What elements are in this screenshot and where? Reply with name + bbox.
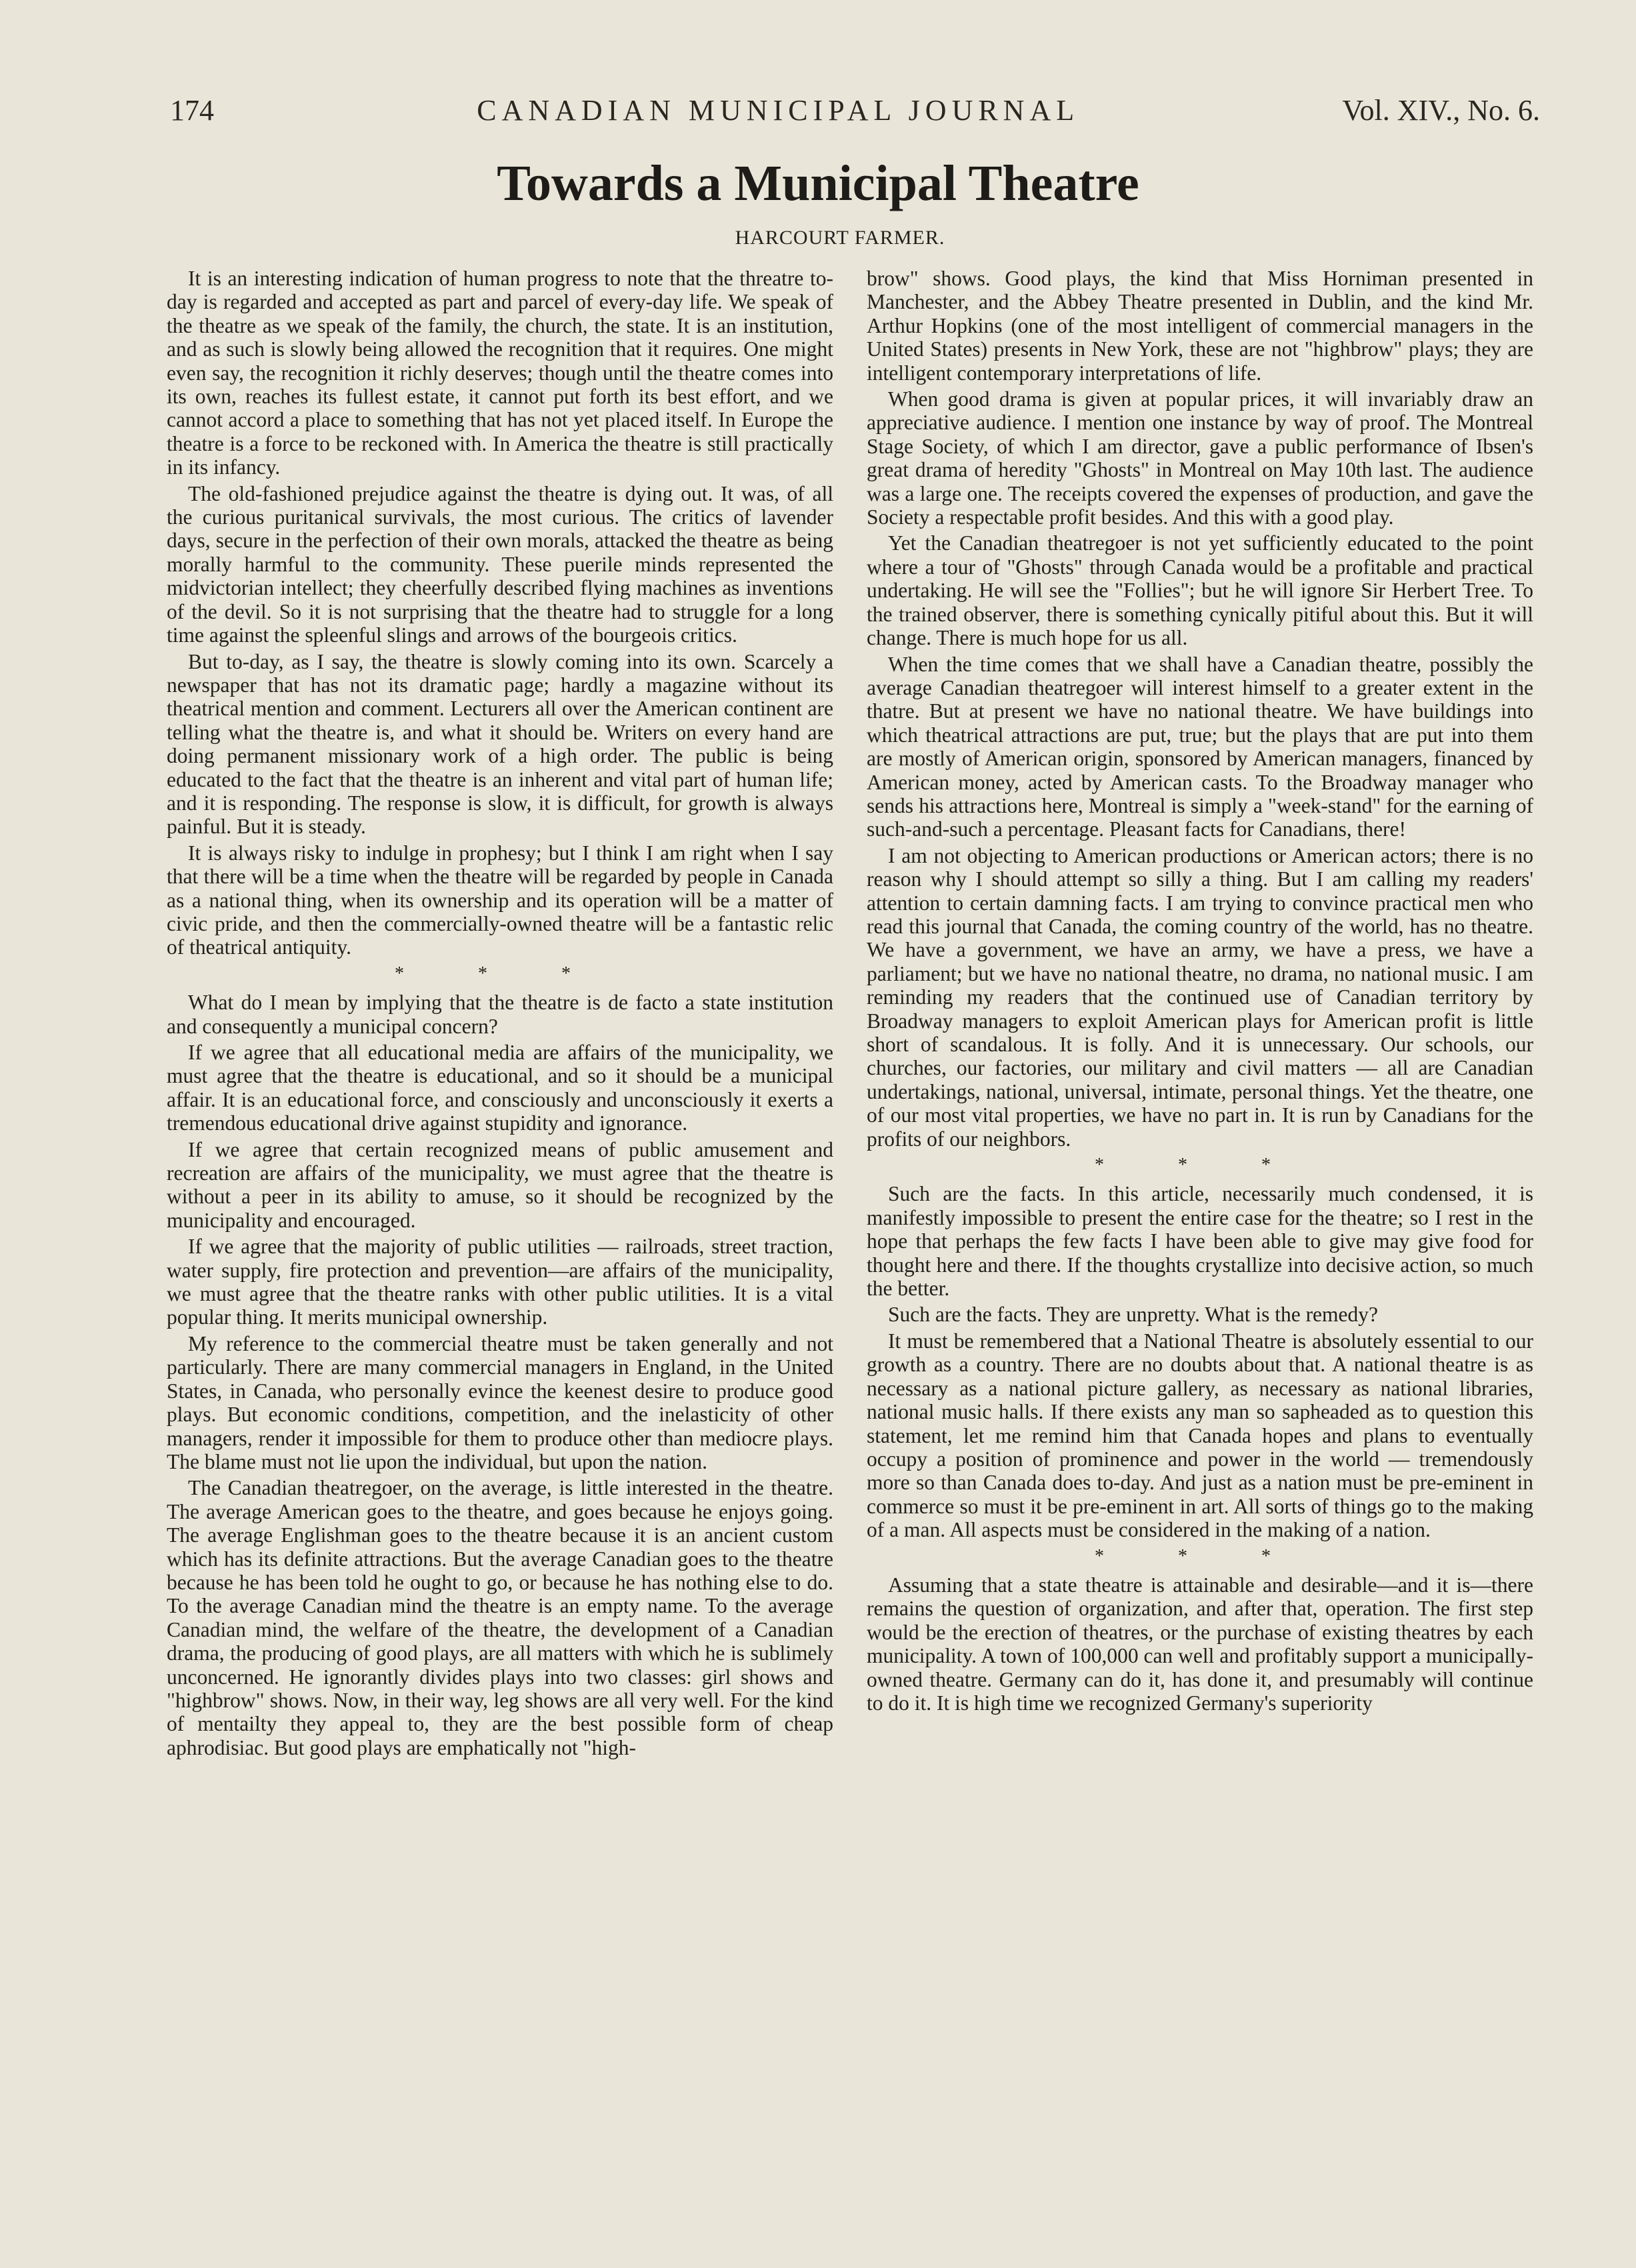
paragraph: Such are the facts. They are unpretty. What is the remedy? [888, 1303, 1379, 1327]
paragraph-continued: brow" shows. Good plays, the kind that Miss Horniman presented in Manchester, and the Abbey Theatre presented in Dublin, and the kind Mr. Arthur Hopkins (one of the most intelligent of commercial managers in the United States) presents in New York, these are not "highbrow" plays; they are intelligent contemporary interpretations of life. [867, 267, 1533, 385]
paragraph: But to-day, as I say, the theatre is slowly coming into its own. Scarcely a newspaper that has not its dramatic page; hardly a magazine without its theatrical mention and comment. Lecturers all over the American continent are telling what the theatre is, and what it should be. Writers on every hand are doing permanent missionary work of a high order. The public is being educated to the fact that the theatre is an inherent and vital part of human life; and it is responding. The response is slow, it is difficult, for growth is always painful. But it is steady. [167, 649, 833, 839]
section-separator: * * * [395, 963, 605, 984]
left-column [167, 267, 833, 1762]
volume-number: Vol. XIV., No. 6. [1342, 94, 1540, 127]
journal-name: CANADIAN MUNICIPAL JOURNAL [477, 94, 1080, 127]
section-separator: * * * [1095, 1545, 1305, 1567]
paragraph: The old-fashioned prejudice against the theatre is dying out. It was, of all the curious puritanical survivals, the most curious. The critics of lavender days, secure in the perfection of their own morals, attacked the theatre as being morally harmful to the community. These puerile minds represented the midvictorian intellect; they cheerfully described flying machines as inventions of the devil. So it is not surprising that the theatre had to struggle for a long time against the spleenful slings and arrows of the bourgeois critics. [167, 481, 833, 647]
page-number: 174 [170, 94, 214, 127]
paragraph: It is an interesting indication of human progress to note that the threatre to-day is regarded and accepted as part and parcel of every-day life. We speak of the theatre as we speak of the family, the church, the state. It is an institution, and as such is slowly being allowed the recognition that it requires. One might even say, the recognition it richly deserves; though until the theatre comes into its own, reaches its fullest estate, it cannot put forth its best effort, and we cannot accord a place to something that has not yet placed itself. In Europe the theatre is a force to be reckoned with. In America the theatre is still practically in its infancy. [167, 267, 833, 479]
paragraph: My reference to the commercial theatre must be taken generally and not particularly. There are many commercial managers in England, in the United States, in Canada, who personally evince the keenest desire to produce good plays. But economic conditions, competition, and the inelasticity of other managers, render it impossible for them to produce other than mediocre plays. The blame must not lie upon the individual, but upon the nation. [167, 1331, 833, 1473]
paragraph: When the time comes that we shall have a Canadian theatre, possibly the average Canadian theatregoer will interest himself to a greater extent in the thatre. But at present we have no national theatre. We have buildings into which theatrical attractions are put, true; but the plays that are put into them are mostly of American origin, sponsored by American managers, financed by American money, acted by American casts. To the Broadway manager who sends his attractions here, Montreal is simply a "week-stand" for the earning of such-and-such a percentage. Pleasant facts for Canadians, there! [867, 652, 1533, 841]
paragraph: If we agree that certain recognized means of public amusement and recreation are affairs of the municipality, we must agree that the theatre is without a peer in its ability to amuse, so it should be recognized by the municipality and encouraged. [167, 1137, 833, 1232]
paragraph: If we agree that all educational media are affairs of the municipality, we must agree that the theatre is educational, and so it should be a municipal affair. It is an educational force, and consciously and unconsciously it exerts a tremendous educational drive against stupidity and ignorance. [167, 1041, 833, 1135]
paragraph: Such are the facts. In this article, necessarily much condensed, it is manifestly impossible to present the entire case for the theatre; so I rest in the hope that perhaps the few facts I have been able to give may give food for thought here and there. If the thoughts crystallize into decisive action, so much the better. [867, 1182, 1533, 1301]
paragraph: It is always risky to indulge in prophesy; but I think I am right when I say that there will be a time when the theatre will be regarded by people in Canada as a national thing, when its ownership and its operation will be a matter of civic pride, and then the commercially-owned theatre will be a fantastic relic of theatrical antiquity. [167, 841, 833, 959]
article-author: HARCOURT FARMER. [735, 227, 945, 249]
paragraph: If we agree that the majority of public utilities — railroads, street traction, water supply, fire protection and prevention—are affairs of the municipality, we must agree that the theatre ranks with other public utilities. It is a vital popular thing. It merits municipal ownership. [167, 1235, 833, 1329]
paragraph: It must be remembered that a National Theatre is absolutely essential to our growth as a country. There are no doubts about that. A national theatre is as necessary as a national picture gallery, as necessary as national libraries, national music halls. If there exists any man so sapheaded as to question this statement, let me remind him that Canada hopes and plans to eventually occupy a position of prominence and power in the world — tremendously more so than Canada does to-day. And just as a nation must be pre-eminent in commerce so must it be pre-eminent in art. All sorts of things go to the making of a man. All aspects must be considered in the making of a nation. [867, 1329, 1533, 1542]
paragraph: When good drama is given at popular prices, it will invariably draw an appreciative audience. I mention one instance by way of proof. The Montreal Stage Society, of which I am director, gave a public performance of Ibsen's great drama of heredity "Ghosts" in Montreal on May 10th last. The audience was a large one. The receipts covered the expenses of production, and gave the Society a respectable profit besides. And this with a good play. [867, 387, 1533, 529]
article-title: Towards a Municipal Theatre [497, 155, 1139, 211]
paragraph: I am not objecting to American productions or American actors; there is no reason why I should attempt so silly a thing. But I am calling my readers' attention to certain damning facts. I am trying to convince practical men who read this journal that Canada, the coming country of the world, has no theatre. We have a government, we have an army, we have a press, we have a parliament; but we have no national theatre, no drama, no national music. I am reminding my readers that the continued use of Canadian territory by Broadway managers to exploit American plays for American profit is little short of scandalous. It is folly. And it is unnecessary. Our schools, our churches, our factories, our military and civil matters — all are Canadian undertakings, national, universal, intimate, personal things. Yet the theatre, one of our most vital properties, we have no part in. It is run by Canadians for the profits of our neighbors. [867, 843, 1533, 1151]
right-column [867, 267, 1533, 1717]
paragraph: What do I mean by implying that the theatre is de facto a state institution and consequently a municipal concern? [167, 991, 833, 1038]
paragraph: The Canadian theatregoer, on the average, is little interested in the theatre. The average American goes to the theatre, and goes because he enjoys going. The average Englishman goes to the theatre because it is an ancient custom which has its definite attractions. But the average Canadian goes to the theatre because he has been told he ought to go, or because he has nothing else to do. To the average Canadian mind the theatre is an empty name. To the average Canadian mind, the welfare of the theatre, the development of a Canadian drama, the producing of good plays, are all matters with which he is sublimely unconcerned. He ignorantly divides plays into two classes: girl shows and "highbrow" shows. Now, in their way, leg shows are all very well. For the kind of mentailty they appeal to, they are the best possible form of cheap aphrodisiac. But good plays are emphatically not "high- [167, 1476, 833, 1759]
section-separator: * * * [1095, 1155, 1305, 1176]
paragraph: Yet the Canadian theatregoer is not yet sufficiently educated to the point where a tour of "Ghosts" through Canada would be a profitable and practical undertaking. He will see the "Follies"; but he will ignore Sir Herbert Tree. To the trained observer, there is something cynically pitiful about this. But it will change. There is much hope for us all. [867, 531, 1533, 650]
running-head [170, 93, 1540, 127]
paragraph: Assuming that a state theatre is attainable and desirable—and it is—there remains the question of organization, and after that, operation. The first step would be the erection of theatres, or the purchase of existing theatres by each municipality. A town of 100,000 can well and profitably support a municipally-owned theatre. Germany can do it, has done it, and presumably will continue to do it. It is high time we recognized Germany's superiority [867, 1573, 1533, 1715]
